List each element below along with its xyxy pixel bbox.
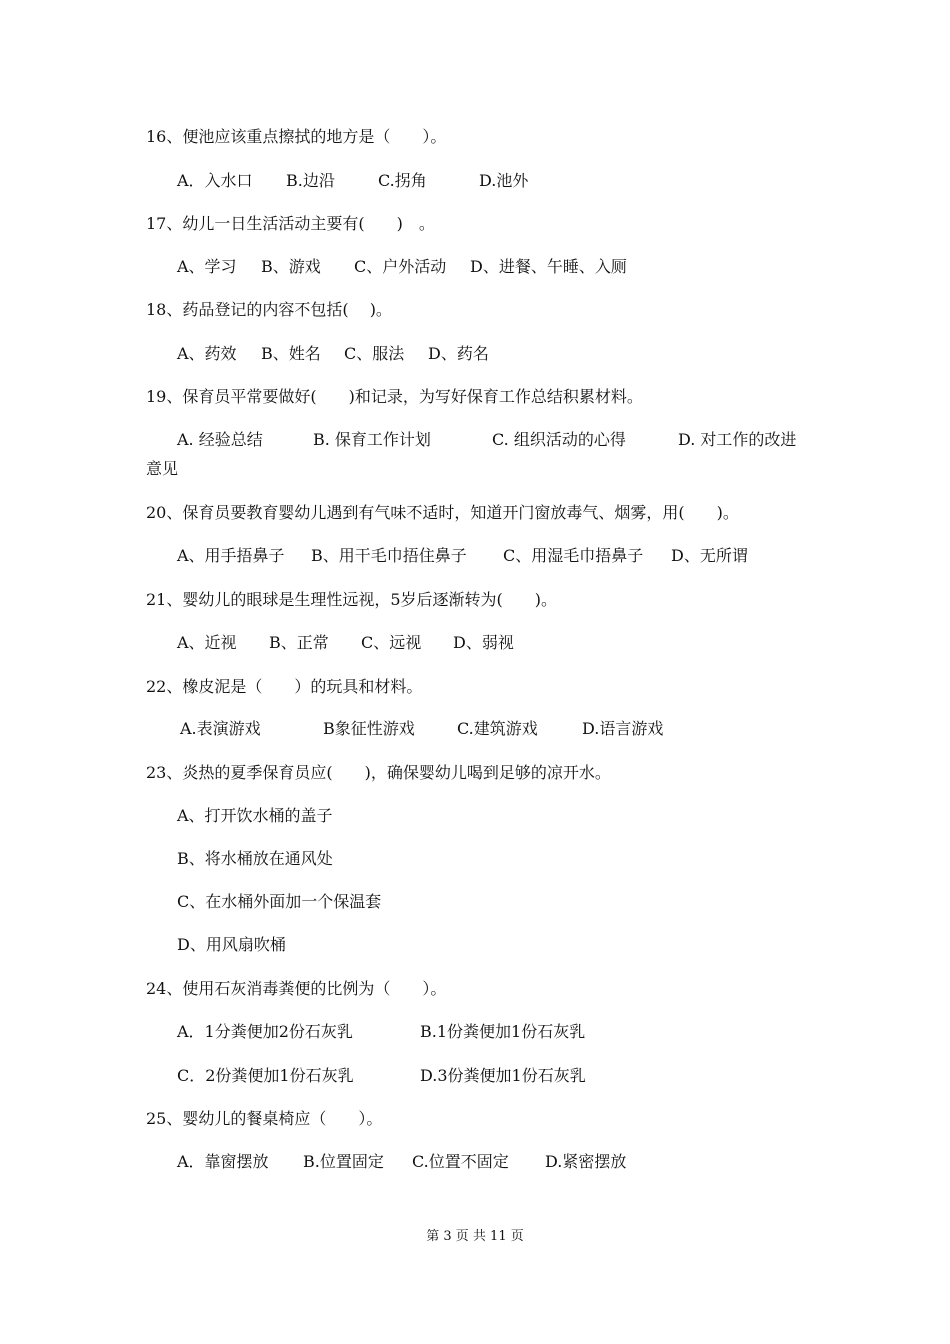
option-21-d: D、弱视 [453,633,514,652]
option-17-b: B、游戏 [261,257,321,276]
option-21-b: B、正常 [269,633,329,652]
page-number-footer: 第 3 页 共 11 页 [426,1229,524,1244]
option-16-c: C.拐角 [378,171,427,190]
option-20-d: D、无所谓 [671,546,748,565]
option-23-d: D、用风扇吹桶 [177,935,286,954]
question-23: 23、炎热的夏季保育员应( )，确保婴幼儿喝到足够的凉开水。 [146,763,611,782]
question-22: 22、橡皮泥是（ ）的玩具和材料。 [146,677,423,696]
option-25-a: A．靠窗摆放 [177,1152,269,1171]
option-20-a: A、用手捂鼻子 [177,546,285,565]
option-17-a: A、学习 [177,257,237,276]
option-24-a: A．1分粪便加2份石灰乳 [177,1022,353,1041]
option-19-b: B. 保育工作计划 [313,430,431,449]
option-18-b: B、姓名 [261,344,321,363]
option-18-c: C、服法 [344,344,405,363]
option-19-d: D. 对工作的改进 [678,430,797,449]
option-25-d: D.紧密摆放 [545,1152,627,1171]
option-21-a: A、近视 [177,633,237,652]
option-25-c: C.位置不固定 [412,1152,509,1171]
question-20: 20、保育员要教育婴幼儿遇到有气味不适时，知道开门窗放毒气、烟雾，用( )。 [146,503,739,522]
question-19: 19、保育员平常要做好( )和记录，为写好保育工作总结积累材料。 [146,387,643,406]
option-24-c: C．2份粪便加1份石灰乳 [177,1066,354,1085]
question-21: 21、婴幼儿的眼球是生理性远视，5岁后逐渐转为( )。 [146,590,558,609]
question-17: 17、幼儿一日生活活动主要有( ) 。 [146,214,435,233]
option-24-b: B.1份粪便加1份石灰乳 [420,1022,586,1041]
option-16-d: D.池外 [479,171,529,190]
option-23-b: B、将水桶放在通风处 [177,849,333,868]
option-24-d: D.3份粪便加1份石灰乳 [420,1066,586,1085]
option-23-c: C、在水桶外面加一个保温套 [177,892,382,911]
question-24: 24、使用石灰消毒粪便的比例为（ ）。 [146,979,447,998]
option-20-c: C、用湿毛巾捂鼻子 [503,546,644,565]
option-18-a: A、药效 [177,344,237,363]
option-22-c: C.建筑游戏 [457,719,538,738]
option-23-a: A、打开饮水桶的盖子 [177,806,333,825]
option-21-c: C、远视 [361,633,422,652]
option-19-c: C. 组织活动的心得 [492,430,626,449]
option-17-d: D、进餐、午睡、入厕 [470,257,627,276]
option-22-b: B象征性游戏 [323,719,415,738]
option-22-a: A.表演游戏 [180,719,261,738]
option-16-b: B.边沿 [286,171,335,190]
question-25: 25、婴幼儿的餐桌椅应（ ）。 [146,1109,383,1128]
option-19-d-continuation: 意见 [146,459,179,478]
option-19-a: A. 经验总结 [177,430,263,449]
option-18-d: D、药名 [428,344,489,363]
option-20-b: B、用干毛巾捂住鼻子 [311,546,467,565]
question-18: 18、药品登记的内容不包括( )。 [146,300,392,319]
option-22-d: D.语言游戏 [582,719,664,738]
option-25-b: B.位置固定 [303,1152,384,1171]
question-16: 16、便池应该重点擦拭的地方是（ ）。 [146,127,447,146]
option-17-c: C、户外活动 [354,257,447,276]
option-16-a: A．入水口 [177,171,253,190]
